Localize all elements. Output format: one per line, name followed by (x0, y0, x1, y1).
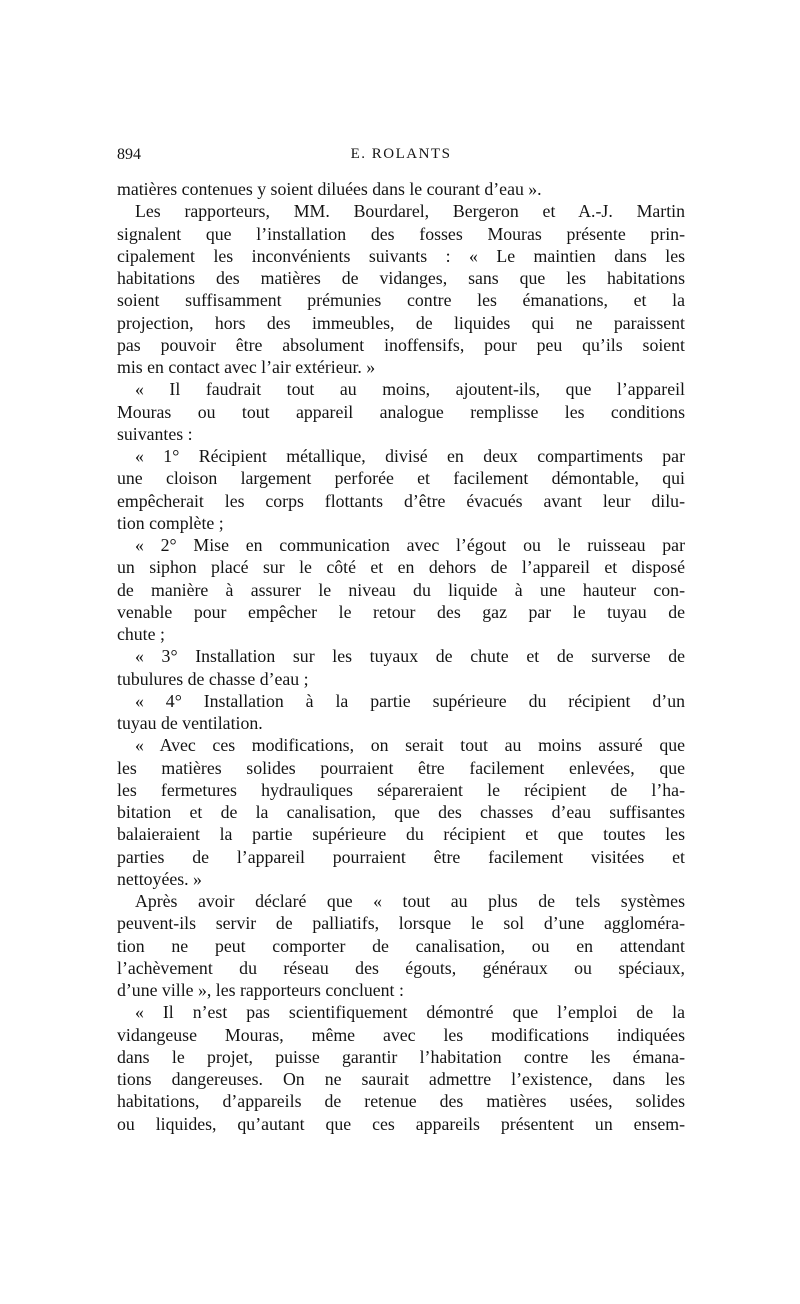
text-line: « 2° Mise en communication avec l’égout ou le ruisseau par (135, 535, 685, 555)
text-line: bitation et de la canalisation, que des chasses d’eau suffisantes (117, 802, 685, 822)
text-line: matières contenues y soient diluées dans le courant d’eau ». (117, 179, 542, 199)
text-line: Après avoir déclaré que « tout au plus de tels systèmes (135, 891, 685, 911)
text-line: venable pour empêcher le retour des gaz par le tuyau de (117, 601, 685, 622)
text-line: habitations des matières de vidanges, sans que les habitations (117, 268, 685, 288)
text-line: « 1° Récipient métallique, divisé en deux compartiments par (135, 446, 685, 466)
text-line: tion ne peut comporter de canalisation, ou en attendant (117, 935, 685, 956)
text-line: suivantes : (117, 423, 193, 444)
text-line: « Il faudrait tout au moins, ajoutent-ils, que l’appareil (135, 379, 685, 400)
text-line: de manière à assurer le niveau du liquide à une hauteur con- (117, 579, 685, 600)
text-line: « Avec ces modifications, on serait tout au moins assuré que (135, 735, 685, 756)
text-line: les matières solides pourraient être facilement enlevées, que (117, 757, 685, 778)
text-line: tuyau de ventilation. (117, 713, 263, 733)
text-line: vidangeuse Mouras, même avec les modifications indiquées (117, 1024, 685, 1045)
running-head: E. ROLANTS (350, 146, 452, 162)
text-line: projection, hors des immeubles, de liquides qui ne paraissent (117, 312, 685, 333)
page-number: 894 (117, 146, 141, 163)
text-line: un siphon placé sur le côté et en dehors de l’appareil et disposé (117, 557, 685, 578)
text-line: cipalement les inconvénients suivants : « Le maintien dans les (117, 245, 685, 266)
text-line: signalent que l’installation des fosses Mouras présente prin- (117, 223, 685, 244)
text-line: tions dangereuses. On ne saurait admettre l’existence, dans les (117, 1069, 685, 1089)
text-line: les fermetures hydrauliques sépareraient le récipient de l’ha- (117, 779, 685, 800)
text-line: nettoyées. » (117, 868, 202, 889)
text-line: d’une ville », les rapporteurs concluent : (117, 980, 404, 1000)
text-line: « 3° Installation sur les tuyaux de chute et de surverse de (135, 646, 685, 667)
text-line: « 4° Installation à la partie supérieure du récipient d’un (135, 690, 685, 711)
text-line: peuvent-ils servir de palliatifs, lorsque le sol d’une aggloméra- (117, 913, 685, 934)
text-line: mis en contact avec l’air extérieur. » (117, 357, 376, 377)
text-line: Les rapporteurs, MM. Bourdarel, Bergeron et A.-J. Martin (135, 201, 685, 222)
text-line: Mouras ou tout appareil analogue remplisse les conditions (117, 401, 685, 422)
text-line: ou liquides, qu’autant que ces appareils présentent un ensem- (117, 1113, 685, 1134)
page-header (117, 146, 685, 166)
text-line: habitations, d’appareils de retenue des matières usées, solides (117, 1091, 685, 1112)
text-line: tubulures de chasse d’eau ; (117, 668, 309, 689)
text-line: soient suffisamment prémunies contre les émanations, et la (117, 290, 685, 311)
text-line: pas pouvoir être absolument inoffensifs, pour peu qu’ils soient (117, 334, 685, 355)
body-text (117, 178, 685, 1135)
text-line: empêcherait les corps flottants d’être évacués avant leur dilu- (117, 490, 685, 511)
text-line: balaieraient la partie supérieure du récipient et que toutes les (117, 824, 685, 845)
text-line: l’achèvement du réseau des égouts, généraux ou spéciaux, (117, 957, 685, 978)
text-line: « Il n’est pas scientifiquement démontré que l’emploi de la (135, 1002, 685, 1023)
text-line: une cloison largement perforée et facilement démontable, qui (117, 468, 685, 489)
text-line: chute ; (117, 624, 165, 644)
text-line: parties de l’appareil pourraient être facilement visitées et (117, 846, 685, 867)
text-line: dans le projet, puisse garantir l’habitation contre les émana- (117, 1046, 685, 1067)
text-line: tion complète ; (117, 512, 224, 533)
